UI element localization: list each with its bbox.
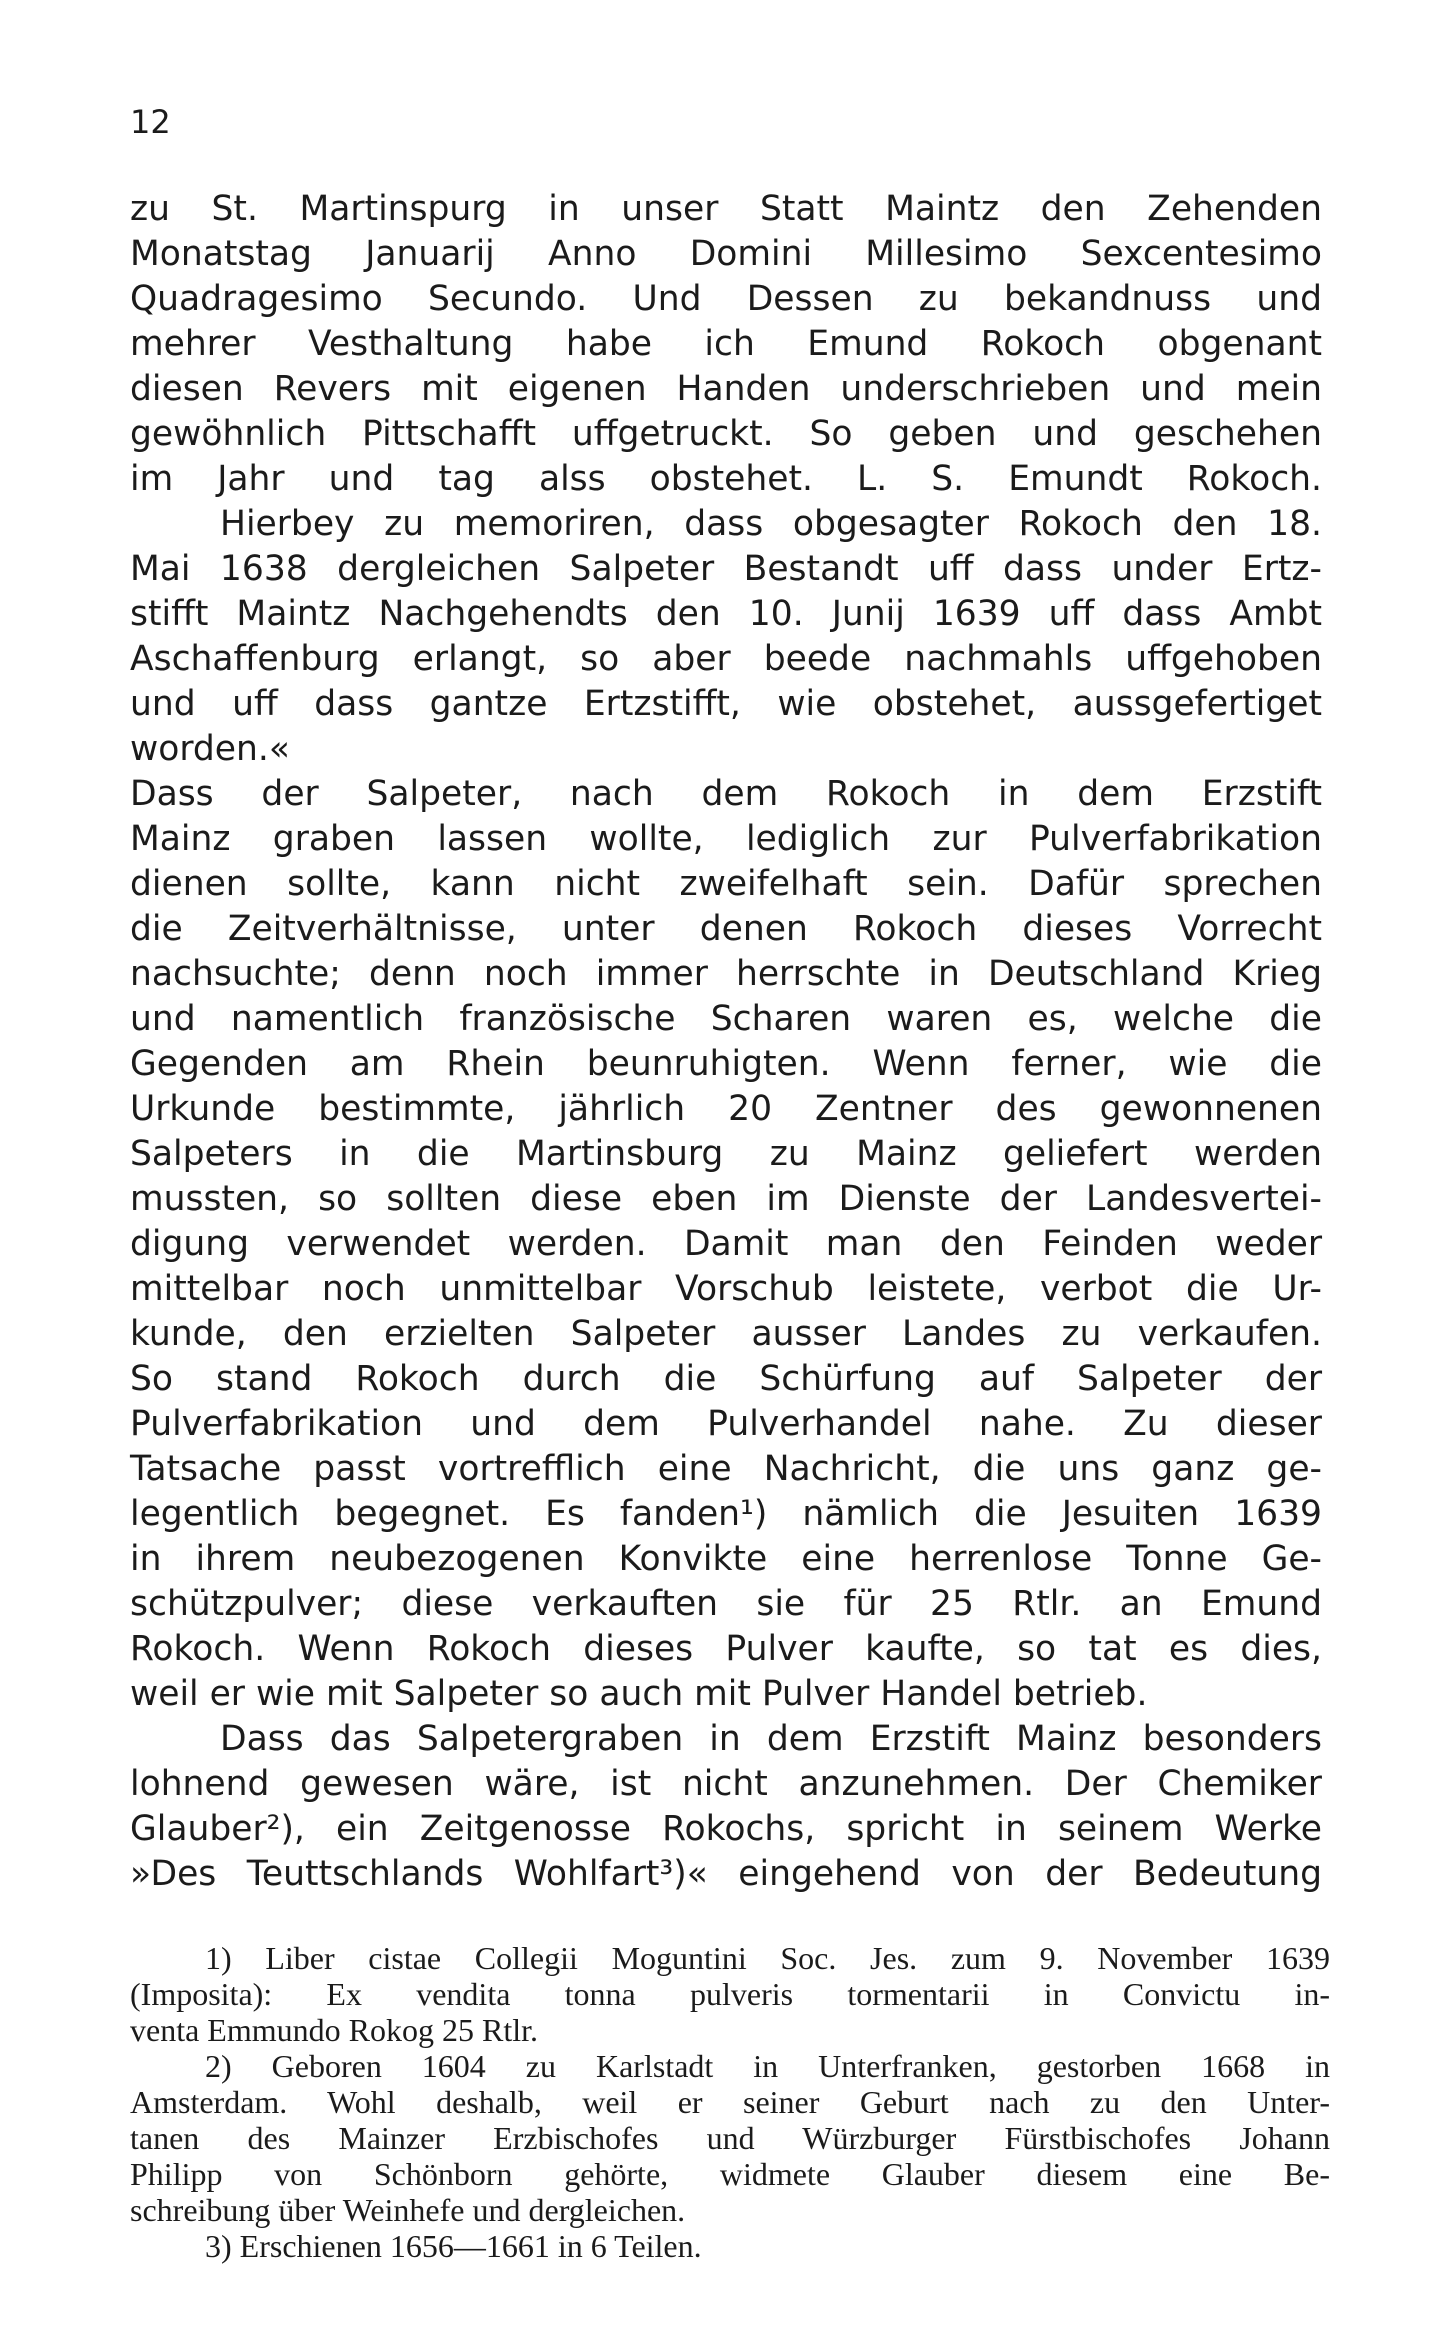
text-line: gewöhnlich Pittschafft uffgetruckt. So geben und geschehen: [130, 414, 1322, 454]
text-line: Gegenden am Rhein beunruhigten. Wenn ferner, wie die: [130, 1044, 1322, 1084]
text-line: Aschaffenburg erlangt, so aber beede nachmahls uffgehoben: [130, 639, 1322, 679]
text-line: Salpeters in die Martinsburg zu Mainz geliefert werden: [130, 1134, 1322, 1174]
text-line: »Des Teuttschlands Wohlfart³)« eingehend von der Bedeutung: [130, 1854, 1322, 1894]
text-line: Mai 1638 dergleichen Salpeter Bestandt uff dass under Ertz-: [130, 549, 1322, 589]
text-line: Dass der Salpeter, nach dem Rokoch in dem Erzstift: [130, 774, 1322, 814]
footnote-line: schreibung über Weinhefe und dergleichen.: [130, 2192, 686, 2228]
text-line: Glauber²), ein Zeitgenosse Rokochs, spricht in seinem Werke: [130, 1809, 1322, 1849]
text-line: kunde, den erzielten Salpeter ausser Landes zu verkaufen.: [130, 1314, 1322, 1354]
text-line: Tatsache passt vortrefflich eine Nachricht, die uns ganz ge-: [130, 1449, 1322, 1489]
text-line: mussten, so sollten diese eben im Dienste der Landesvertei-: [130, 1179, 1322, 1219]
text-line: in ihrem neubezogenen Konvikte eine herrenlose Tonne Ge-: [130, 1539, 1322, 1579]
footnote-line: 1) Liber cistae Collegii Moguntini Soc. Jes. zum 9. November 1639: [205, 1940, 1330, 1976]
body-text: [130, 187, 1322, 1897]
footnote-line: Philipp von Schönborn gehörte, widmete Glauber diesem eine Be-: [130, 2156, 1330, 2192]
text-line: Mainz graben lassen wollte, lediglich zur Pulverfabrikation: [130, 819, 1322, 859]
text-line: nachsuchte; denn noch immer herrschte in Deutschland Krieg: [130, 954, 1322, 994]
footnote-line: (Imposita): Ex vendita tonna pulveris tormentarii in Convictu in-: [130, 1976, 1330, 2012]
text-line: und namentlich französische Scharen waren es, welche die: [130, 999, 1322, 1039]
text-line: und uff dass gantze Ertzstifft, wie obstehet, aussgefertiget: [130, 684, 1322, 724]
footnote-line: venta Emmundo Rokog 25 Rtlr.: [130, 2012, 538, 2048]
text-line: dienen sollte, kann nicht zweifelhaft sein. Dafür sprechen: [130, 864, 1322, 904]
text-line: Pulverfabrikation und dem Pulverhandel nahe. Zu dieser: [130, 1404, 1322, 1444]
text-line: Monatstag Januarij Anno Domini Millesimo Sexcentesimo: [130, 234, 1322, 274]
footnote-line: 3) Erschienen 1656—1661 in 6 Teilen.: [205, 2228, 702, 2264]
text-line: zu St. Martinspurg in unser Statt Maintz den Zehenden: [130, 189, 1322, 229]
text-line: lohnend gewesen wäre, ist nicht anzunehmen. Der Chemiker: [130, 1764, 1322, 1804]
text-line: worden.«: [130, 729, 290, 769]
footnote-line: 2) Geboren 1604 zu Karlstadt in Unterfranken, gestorben 1668 in: [205, 2048, 1330, 2084]
text-line: legentlich begegnet. Es fanden¹) nämlich die Jesuiten 1639: [130, 1494, 1322, 1534]
text-line: mittelbar noch unmittelbar Vorschub leistete, verbot die Ur-: [130, 1269, 1322, 1309]
footnotes: [130, 1940, 1330, 2264]
text-line: weil er wie mit Salpeter so auch mit Pulver Handel betrieb.: [130, 1674, 1148, 1714]
text-line: Dass das Salpetergraben in dem Erzstift Mainz besonders: [220, 1719, 1322, 1759]
text-line: im Jahr und tag alss obstehet. L. S. Emundt Rokoch.: [130, 459, 1322, 499]
text-line: schützpulver; diese verkauften sie für 25 Rtlr. an Emund: [130, 1584, 1322, 1624]
footnote-line: tanen des Mainzer Erzbischofes und Würzburger Fürstbischofes Johann: [130, 2120, 1330, 2156]
text-line: die Zeitverhältnisse, unter denen Rokoch dieses Vorrecht: [130, 909, 1322, 949]
footnote-line: Amsterdam. Wohl deshalb, weil er seiner Geburt nach zu den Unter-: [130, 2084, 1330, 2120]
text-line: diesen Revers mit eigenen Handen underschrieben und mein: [130, 369, 1322, 409]
text-line: Hierbey zu memoriren, dass obgesagter Rokoch den 18.: [220, 504, 1322, 544]
text-line: Urkunde bestimmte, jährlich 20 Zentner des gewonnenen: [130, 1089, 1322, 1129]
text-line: Rokoch. Wenn Rokoch dieses Pulver kaufte, so tat es dies,: [130, 1629, 1322, 1669]
text-line: So stand Rokoch durch die Schürfung auf Salpeter der: [130, 1359, 1322, 1399]
text-line: digung verwendet werden. Damit man den Feinden weder: [130, 1224, 1322, 1264]
text-line: mehrer Vesthaltung habe ich Emund Rokoch obgenant: [130, 324, 1322, 364]
text-line: Quadragesimo Secundo. Und Dessen zu bekandnuss und: [130, 279, 1322, 319]
page-number: 12: [130, 103, 171, 141]
text-line: stifft Maintz Nachgehendts den 10. Junij 1639 uff dass Ambt: [130, 594, 1322, 634]
